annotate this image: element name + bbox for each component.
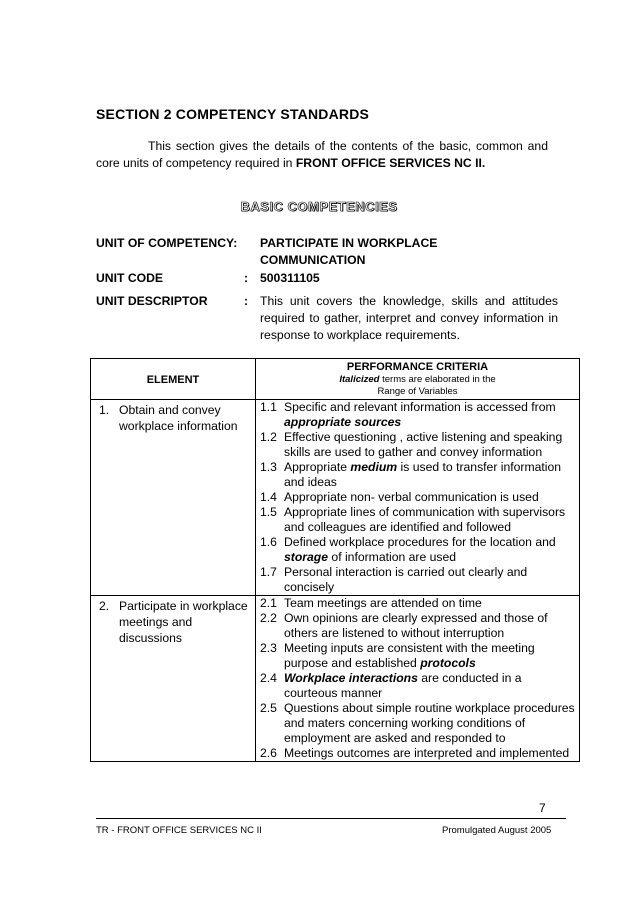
- criterion-text: [284, 460, 577, 490]
- criterion-number: 1.6: [260, 535, 277, 549]
- basic-competencies-title: BASIC COMPETENCIES: [240, 199, 398, 214]
- range-of-variables-term: medium: [350, 460, 398, 474]
- section-intro: [96, 138, 548, 172]
- criterion-text: [284, 535, 577, 565]
- criterion-text-part: Own opinions are clearly expressed and those of others are listened to without interruption: [284, 611, 548, 640]
- table-row: [91, 400, 580, 596]
- header-element: ELEMENT: [91, 359, 256, 400]
- footer-promulgation-date: Promulgated August 2005: [442, 825, 552, 836]
- criterion-number: 2.4: [260, 671, 277, 685]
- criterion-text-part: Specific and relevant information is accessed from: [284, 400, 556, 414]
- header-pc-title: PERFORMANCE CRITERIA: [346, 361, 489, 373]
- criterion-item: [260, 460, 577, 490]
- section-title: SECTION 2 COMPETENCY STANDARDS: [96, 106, 370, 122]
- unit-descriptor-value: This unit covers the knowledge, skills and attitudes required to gather, interpret and convey information in response to workplace requirements.: [260, 294, 558, 342]
- criterion-item: [260, 400, 577, 430]
- criterion-text-part: is used to transfer information and ideas: [284, 460, 562, 489]
- unit-of-competency-label: UNIT OF COMPETENCY:: [96, 236, 238, 250]
- criterion-number: 1.4: [260, 490, 277, 504]
- header-pc-note: [256, 374, 579, 386]
- table-row: [91, 596, 580, 762]
- criterion-item: [260, 505, 577, 535]
- intro-qualification: FRONT OFFICE SERVICES NC II.: [295, 156, 486, 170]
- element-number: 2.: [99, 599, 110, 613]
- table-header-row: [91, 359, 580, 400]
- unit-code-label: UNIT CODE: [96, 271, 164, 285]
- element-text: Obtain and convey workplace information: [119, 403, 238, 433]
- criterion-text-part: Effective questioning , active listening and speaking skills are used to gather and convey information: [284, 430, 563, 459]
- criterion-item: [260, 611, 577, 641]
- criterion-item: [260, 565, 577, 595]
- criterion-text-part: Appropriate lines of communication with supervisors and colleagues are identified and followed: [284, 505, 566, 534]
- unit-descriptor-colon: :: [244, 294, 249, 308]
- unit-descriptor-row: [96, 293, 556, 344]
- criterion-item: [260, 746, 577, 761]
- criterion-text-part: Appropriate: [284, 460, 351, 474]
- element-text: Participate in workplace meetings and discussions: [119, 599, 248, 645]
- range-of-variables-term: appropriate sources: [284, 415, 402, 429]
- criteria-cell: [256, 596, 580, 762]
- competency-line-2: COMMUNICATION: [260, 253, 366, 267]
- range-of-variables-term: protocols: [420, 656, 476, 670]
- unit-descriptor-label: UNIT DESCRIPTOR: [96, 294, 208, 308]
- criterion-text: [284, 746, 577, 761]
- element-cell: [91, 596, 256, 762]
- criterion-number: 2.5: [260, 701, 277, 715]
- unit-code-row: [96, 270, 556, 287]
- criterion-text: [284, 611, 577, 641]
- criterion-text: [284, 671, 577, 701]
- criterion-number: 2.6: [260, 746, 277, 760]
- criterion-number: 2.3: [260, 641, 277, 655]
- intro-text: This section gives the details of the contents of the basic, common and core units of competency required in: [96, 139, 548, 170]
- unit-of-competency-row: [96, 235, 556, 269]
- criterion-number: 1.3: [260, 460, 277, 474]
- competency-line-1: PARTICIPATE IN WORKPLACE: [260, 236, 438, 250]
- criterion-text-part: are conducted in a courteous manner: [284, 671, 522, 700]
- criterion-item: [260, 430, 577, 460]
- header-pc-italic: Italicized: [339, 374, 380, 385]
- criterion-text-part: Meeting inputs are consistent with the meeting purpose and established: [284, 641, 535, 670]
- criterion-text-part: Questions about simple routine workplace procedures and maters concerning working conditions of employment are asked and responded to: [284, 701, 575, 745]
- criterion-number: 1.7: [260, 565, 277, 579]
- criterion-text: [284, 701, 577, 746]
- criterion-text-part: of information are used: [328, 550, 457, 564]
- criterion-item: [260, 596, 577, 611]
- competency-table: [90, 358, 580, 762]
- criterion-text: [284, 430, 577, 460]
- criterion-number: 1.1: [260, 400, 277, 414]
- criterion-text: [284, 641, 577, 671]
- criterion-number: 1.2: [260, 430, 277, 444]
- unit-code-value: 500311105: [260, 271, 320, 285]
- criterion-text: [284, 596, 577, 611]
- criterion-item: [260, 701, 577, 746]
- element-cell: [91, 400, 256, 596]
- unit-code-colon: :: [244, 271, 249, 285]
- criterion-text-part: Meetings outcomes are interpreted and implemented: [284, 746, 570, 760]
- criterion-number: 2.1: [260, 596, 277, 610]
- criterion-item: [260, 641, 577, 671]
- criterion-number: 1.5: [260, 505, 277, 519]
- criterion-item: [260, 671, 577, 701]
- criterion-text-part: Appropriate non- verbal communication is used: [284, 490, 539, 504]
- header-performance-criteria: [256, 359, 580, 400]
- criterion-text-part: Personal interaction is carried out clearly and concisely: [284, 565, 528, 594]
- criterion-text: [284, 565, 577, 595]
- criterion-item: [260, 535, 577, 565]
- footer-document-title: TR - FRONT OFFICE SERVICES NC II: [96, 825, 262, 836]
- criterion-text: [284, 400, 577, 430]
- criteria-cell: [256, 400, 580, 596]
- criterion-text-part: Team meetings are attended on time: [284, 596, 482, 610]
- unit-of-competency-value: [260, 235, 558, 269]
- header-pc-rest: terms are elaborated in the: [379, 374, 496, 385]
- criterion-text: [284, 490, 577, 505]
- header-pc-note-line2: Range of Variables: [377, 386, 458, 397]
- criterion-text: [284, 505, 577, 535]
- footer-divider: [96, 818, 566, 819]
- page-number: 7: [539, 801, 546, 815]
- criterion-item: [260, 490, 577, 505]
- criterion-text-part: Defined workplace procedures for the location and: [284, 535, 556, 549]
- criterion-number: 2.2: [260, 611, 277, 625]
- range-of-variables-term: storage: [284, 550, 329, 564]
- range-of-variables-term: Workplace interactions: [284, 671, 418, 685]
- element-number: 1.: [99, 403, 110, 417]
